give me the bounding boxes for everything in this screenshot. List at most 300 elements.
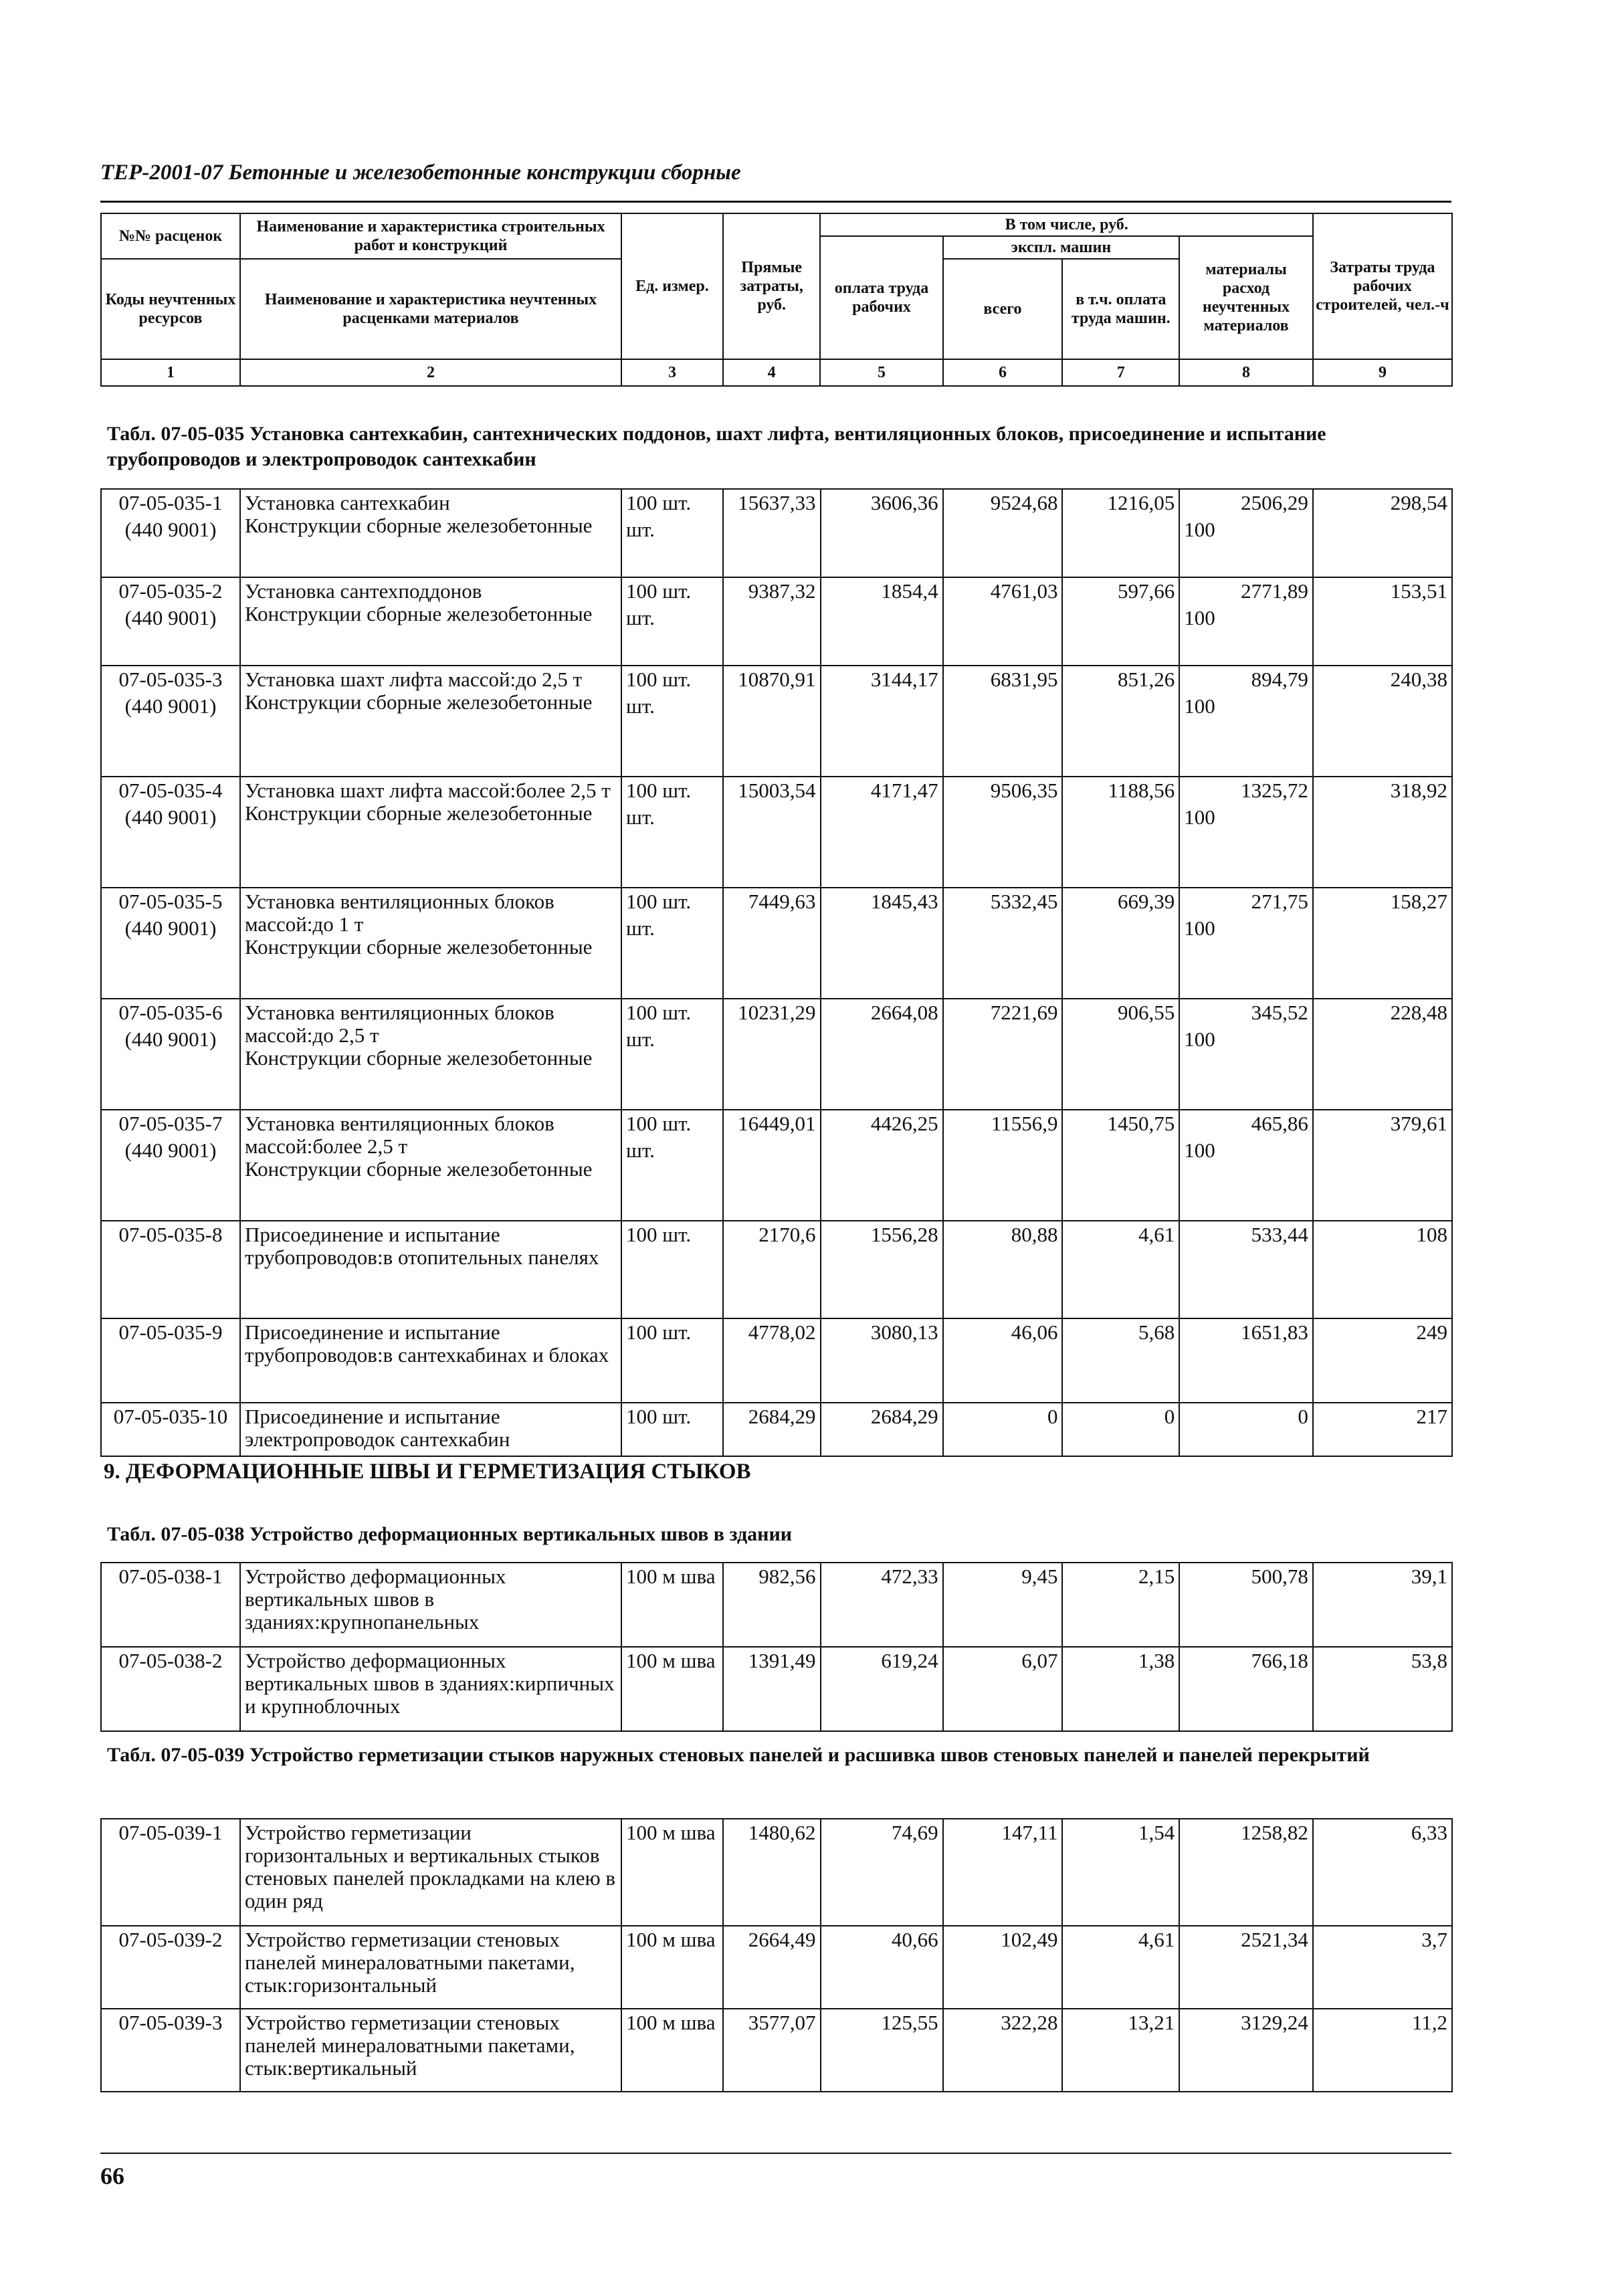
work-name-cell <box>240 1819 621 1926</box>
machpay-cell <box>1062 489 1179 577</box>
resource-amount: 100 <box>1184 1138 1215 1162</box>
labor-value: 6,33 <box>1411 1821 1447 1844</box>
mach-value: 322,28 <box>1001 2011 1058 2034</box>
resource-amount: 100 <box>1184 606 1215 629</box>
mat-cell <box>1179 777 1313 888</box>
labor-cell <box>1313 1647 1452 1731</box>
table-row <box>101 489 1452 577</box>
rate-code-cell <box>101 1318 240 1403</box>
unit-cell <box>621 1221 723 1318</box>
work-name-cell <box>240 888 621 999</box>
table-row <box>101 577 1452 666</box>
table-row <box>101 777 1452 888</box>
work-name-cell <box>240 2009 621 2092</box>
machpay-value: 1,54 <box>1138 1821 1175 1844</box>
machpay-cell <box>1062 1403 1179 1456</box>
pay-cell <box>821 777 943 888</box>
pay-cell <box>821 1563 943 1647</box>
pay-cell <box>821 2009 943 2092</box>
mat-cell <box>1179 888 1313 999</box>
mat-cell <box>1179 1221 1313 1318</box>
labor-value: 249 <box>1416 1320 1447 1344</box>
work-name: Присоединение и испытание трубопроводов:в отопительных панелях <box>245 1223 599 1269</box>
labor-value: 3,7 <box>1421 1928 1447 1951</box>
resource-unit: шт. <box>626 606 655 629</box>
header-group: В том числе, руб. <box>820 213 1312 236</box>
work-name-cell <box>240 1318 621 1403</box>
direct-cell <box>723 1819 821 1926</box>
col-num: 2 <box>240 359 621 386</box>
work-name-cell <box>240 777 621 888</box>
running-head: ТЕР-2001-07 Бетонные и железобетонные конструкции сборные <box>100 161 741 185</box>
rate-code-cell <box>101 489 240 577</box>
mat-value: 1258,82 <box>1241 1821 1308 1844</box>
unit-cell <box>621 999 723 1110</box>
pay-value: 619,24 <box>881 1649 938 1672</box>
resource-code: (440 9001) <box>124 916 217 940</box>
mat-value: 2771,89 <box>1241 579 1308 603</box>
resource-amount: 100 <box>1184 694 1215 718</box>
unit-cell <box>621 1563 723 1647</box>
direct-cell <box>723 666 821 777</box>
mat-cell <box>1179 1110 1313 1221</box>
resource-name: Конструкции сборные железобетонные <box>245 935 593 959</box>
labor-value: 228,48 <box>1390 1001 1447 1024</box>
unit-cell <box>621 1318 723 1403</box>
mach-value: 147,11 <box>1001 1821 1058 1844</box>
mat-value: 1325,72 <box>1241 779 1308 802</box>
unit-cell <box>621 1403 723 1456</box>
page-number: 66 <box>100 2163 124 2189</box>
mach-value: 102,49 <box>1001 1928 1058 1951</box>
pay-value: 1845,43 <box>870 890 938 913</box>
mach-cell <box>943 1647 1063 1731</box>
machpay-cell <box>1062 2009 1179 2092</box>
header-codes-bottom: Коды неучтенных ресурсов <box>101 259 240 359</box>
direct-cell <box>723 1110 821 1221</box>
labor-cell <box>1313 999 1452 1110</box>
machpay-cell <box>1062 1926 1179 2009</box>
table-row <box>101 999 1452 1110</box>
pay-cell <box>821 489 943 577</box>
section-heading: 9. ДЕФОРМАЦИОННЫЕ ШВЫ И ГЕРМЕТИЗАЦИЯ СТЫКОВ <box>104 1460 751 1484</box>
labor-value: 240,38 <box>1390 668 1447 691</box>
labor-value: 298,54 <box>1390 491 1447 514</box>
mat-value: 3129,24 <box>1241 2011 1308 2034</box>
mach-value: 11556,9 <box>991 1112 1058 1135</box>
resource-code: (440 9001) <box>124 1027 217 1051</box>
direct-cell <box>723 2009 821 2092</box>
mat-value: 2506,29 <box>1241 491 1308 514</box>
work-name-cell <box>240 1403 621 1456</box>
table-row <box>101 2009 1452 2092</box>
machpay-value: 13,21 <box>1128 2011 1175 2034</box>
mat-value: 894,79 <box>1251 668 1308 691</box>
direct-cell <box>723 577 821 666</box>
table-row <box>101 888 1452 999</box>
table3 <box>100 1818 1453 2092</box>
resource-name: Конструкции сборные железобетонные <box>245 514 593 537</box>
unit: 100 м шва <box>626 1928 716 1951</box>
pay-cell <box>821 1647 943 1731</box>
work-name: Устройство деформационных вертикальных швов в зданиях:крупнопанельных <box>245 1565 506 1633</box>
unit: 100 шт. <box>626 579 692 603</box>
mach-cell <box>943 666 1063 777</box>
header-name-bottom: Наименование и характеристика неучтенных расценками материалов <box>240 259 621 359</box>
labor-cell <box>1313 1110 1452 1221</box>
machpay-cell <box>1062 1221 1179 1318</box>
pay-value: 3080,13 <box>870 1320 938 1344</box>
labor-cell <box>1313 577 1452 666</box>
machpay-value: 5,68 <box>1138 1320 1175 1344</box>
mach-value: 9,45 <box>1021 1565 1058 1588</box>
unit: 100 м шва <box>626 1649 716 1672</box>
direct-cell <box>723 489 821 577</box>
header-direct: Прямые затраты, руб. <box>723 213 821 359</box>
unit-cell <box>621 777 723 888</box>
rate-code: 07-05-035-1 <box>118 491 223 514</box>
table1-title: Табл. 07-05-035 Установка сантехкабин, сантехнических поддонов, шахт лифта, вентиляционных блоков, присоединение и испытание трубопроводов и электропроводок сантехкабин <box>107 423 1326 470</box>
rate-code: 07-05-039-2 <box>118 1928 223 1951</box>
unit: 100 м шва <box>626 1565 716 1588</box>
work-name-cell <box>240 489 621 577</box>
direct-value: 16449,01 <box>738 1112 816 1135</box>
machpay-value: 0 <box>1164 1405 1175 1428</box>
mach-cell <box>943 1819 1063 1926</box>
table-row <box>101 1819 1452 1926</box>
column-header-table <box>100 213 1453 387</box>
rate-code: 07-05-039-3 <box>118 2011 223 2034</box>
direct-cell <box>723 1926 821 2009</box>
unit: 100 шт. <box>626 491 692 514</box>
mach-cell <box>943 489 1063 577</box>
labor-cell <box>1313 1563 1452 1647</box>
rate-code: 07-05-039-1 <box>118 1821 223 1844</box>
machpay-cell <box>1062 1563 1179 1647</box>
direct-value: 7449,63 <box>748 890 816 913</box>
resource-name: Конструкции сборные железобетонные <box>245 690 593 714</box>
mach-cell <box>943 577 1063 666</box>
direct-cell <box>723 777 821 888</box>
unit: 100 м шва <box>626 2011 716 2034</box>
resource-name: Конструкции сборные железобетонные <box>245 801 593 825</box>
mach-value: 4761,03 <box>990 579 1058 603</box>
mat-cell <box>1179 577 1313 666</box>
machpay-value: 1216,05 <box>1107 491 1175 514</box>
resource-unit: шт. <box>626 805 655 829</box>
unit-cell <box>621 888 723 999</box>
mach-cell <box>943 1318 1063 1403</box>
mach-cell <box>943 2009 1063 2092</box>
table2-title: Табл. 07-05-038 Устройство деформационных вертикальных швов в здании <box>107 1523 793 1545</box>
header-name-top: Наименование и характеристика строительных работ и конструкций <box>240 213 621 259</box>
header-ekspl: экспл. машин <box>943 236 1180 259</box>
mach-value: 6831,95 <box>990 668 1058 691</box>
labor-cell <box>1313 777 1452 888</box>
pay-cell <box>821 577 943 666</box>
resource-code: (440 9001) <box>124 694 217 718</box>
pay-cell <box>821 1819 943 1926</box>
work-name: Установка вентиляционных блоков массой:до 1 т <box>245 890 554 936</box>
machpay-cell <box>1062 888 1179 999</box>
mach-cell <box>943 999 1063 1110</box>
table-row <box>101 1926 1452 2009</box>
table-row <box>101 666 1452 777</box>
unit-cell <box>621 2009 723 2092</box>
header-rule <box>100 201 1451 203</box>
work-name: Установка шахт лифта массой:более 2,5 т <box>245 779 611 802</box>
pay-value: 4426,25 <box>870 1112 938 1135</box>
table1 <box>100 488 1453 1457</box>
labor-cell <box>1313 1221 1452 1318</box>
labor-value: 217 <box>1416 1405 1447 1428</box>
mat-cell <box>1179 1563 1313 1647</box>
rate-code-cell <box>101 1926 240 2009</box>
mat-cell <box>1179 999 1313 1110</box>
col-num: 4 <box>723 359 821 386</box>
table-row <box>101 1221 1452 1318</box>
machpay-value: 4,61 <box>1138 1928 1175 1951</box>
mat-value: 533,44 <box>1251 1223 1308 1246</box>
rate-code-cell <box>101 777 240 888</box>
unit: 100 м шва <box>626 1821 716 1844</box>
rate-code: 07-05-035-2 <box>118 579 223 603</box>
footer-rule <box>100 2153 1451 2154</box>
mach-value: 5332,45 <box>990 890 1058 913</box>
pay-cell <box>821 1926 943 2009</box>
pay-value: 3606,36 <box>870 491 938 514</box>
resource-code: (440 9001) <box>124 805 217 829</box>
rate-code: 07-05-035-8 <box>118 1223 223 1246</box>
pay-value: 125,55 <box>881 2011 938 2034</box>
resource-name: Конструкции сборные железобетонные <box>245 1046 593 1070</box>
col-num: 7 <box>1062 359 1179 386</box>
resource-amount: 100 <box>1184 1027 1215 1051</box>
rate-code-cell <box>101 1563 240 1647</box>
header-mach-total: всего <box>943 259 1063 359</box>
pay-cell <box>821 999 943 1110</box>
mat-cell <box>1179 1403 1313 1456</box>
work-name: Устройство герметизации стеновых панелей минераловатными пакетами, стык:вертикальный <box>245 2011 575 2080</box>
header-number-row <box>101 359 1452 386</box>
direct-cell <box>723 1318 821 1403</box>
work-name: Установка шахт лифта массой:до 2,5 т <box>245 668 583 691</box>
mach-cell <box>943 1221 1063 1318</box>
pay-cell <box>821 666 943 777</box>
table-row <box>101 1563 1452 1647</box>
resource-code: (440 9001) <box>124 1138 217 1162</box>
pay-value: 40,66 <box>891 1928 938 1951</box>
direct-value: 982,56 <box>758 1565 816 1588</box>
pay-value: 472,33 <box>881 1565 938 1588</box>
pay-cell <box>821 888 943 999</box>
mat-value: 0 <box>1298 1405 1308 1428</box>
direct-value: 2684,29 <box>748 1405 816 1428</box>
unit-cell <box>621 1647 723 1731</box>
resource-code: (440 9001) <box>124 606 217 629</box>
mach-cell <box>943 1110 1063 1221</box>
machpay-value: 1,38 <box>1138 1649 1175 1672</box>
direct-value: 1480,62 <box>748 1821 816 1844</box>
work-name-cell <box>240 666 621 777</box>
direct-value: 9387,32 <box>748 579 816 603</box>
table-row <box>101 1318 1452 1403</box>
mach-value: 6,07 <box>1021 1649 1058 1672</box>
machpay-cell <box>1062 666 1179 777</box>
mat-value: 2521,34 <box>1241 1928 1308 1951</box>
unit-cell <box>621 1110 723 1221</box>
col-num: 6 <box>943 359 1063 386</box>
pay-value: 1854,4 <box>881 579 938 603</box>
machpay-cell <box>1062 1819 1179 1926</box>
labor-cell <box>1313 1403 1452 1456</box>
mach-cell <box>943 1563 1063 1647</box>
mach-value: 9506,35 <box>990 779 1058 802</box>
header-mach-pay: в т.ч. оплата труда машин. <box>1062 259 1179 359</box>
mat-cell <box>1179 1647 1313 1731</box>
mat-cell <box>1179 1926 1313 2009</box>
direct-value: 1391,49 <box>748 1649 816 1672</box>
labor-cell <box>1313 1318 1452 1403</box>
pay-value: 74,69 <box>891 1821 938 1844</box>
labor-value: 379,61 <box>1390 1112 1447 1135</box>
mach-value: 80,88 <box>1011 1223 1058 1246</box>
work-name: Установка вентиляционных блоков массой:до 2,5 т <box>245 1001 554 1047</box>
machpay-cell <box>1062 1318 1179 1403</box>
labor-cell <box>1313 1926 1452 2009</box>
labor-cell <box>1313 1819 1452 1926</box>
pay-value: 2684,29 <box>870 1405 938 1428</box>
machpay-value: 1450,75 <box>1107 1112 1175 1135</box>
direct-value: 10231,29 <box>738 1001 816 1024</box>
resource-unit: шт. <box>626 694 655 718</box>
direct-value: 15637,33 <box>738 491 816 514</box>
rate-code: 07-05-035-6 <box>118 1001 223 1024</box>
pay-cell <box>821 1403 943 1456</box>
labor-value: 53,8 <box>1411 1649 1447 1672</box>
machpay-value: 4,61 <box>1138 1223 1175 1246</box>
machpay-value: 2,15 <box>1138 1565 1175 1588</box>
table-row <box>101 1110 1452 1221</box>
machpay-cell <box>1062 1647 1179 1731</box>
labor-value: 153,51 <box>1390 579 1447 603</box>
header-labor: Затраты труда рабочих строителей, чел.-ч <box>1313 213 1452 359</box>
col-num: 5 <box>820 359 942 386</box>
labor-cell <box>1313 489 1452 577</box>
machpay-cell <box>1062 999 1179 1110</box>
header-unit: Ед. измер. <box>621 213 723 359</box>
labor-value: 108 <box>1416 1223 1447 1246</box>
rate-code-cell <box>101 666 240 777</box>
work-name: Установка сантехподдонов <box>245 579 482 603</box>
mat-cell <box>1179 2009 1313 2092</box>
pay-value: 2664,08 <box>870 1001 938 1024</box>
rate-code-cell <box>101 1221 240 1318</box>
rate-code-cell <box>101 888 240 999</box>
labor-value: 318,92 <box>1390 779 1447 802</box>
work-name: Установка сантехкабин <box>245 491 450 514</box>
unit: 100 шт. <box>626 1223 692 1246</box>
resource-unit: шт. <box>626 916 655 940</box>
rate-code-cell <box>101 999 240 1110</box>
direct-cell <box>723 1563 821 1647</box>
resource-amount: 100 <box>1184 916 1215 940</box>
direct-cell <box>723 888 821 999</box>
unit-cell <box>621 1819 723 1926</box>
machpay-value: 597,66 <box>1117 579 1175 603</box>
unit: 100 шт. <box>626 1112 692 1135</box>
work-name-cell <box>240 1926 621 2009</box>
resource-amount: 100 <box>1184 805 1215 829</box>
mat-cell <box>1179 666 1313 777</box>
machpay-value: 1188,56 <box>1108 779 1175 802</box>
header-materials: материалы расход неучтенных материалов <box>1179 236 1313 359</box>
direct-value: 15003,54 <box>738 779 816 802</box>
direct-cell <box>723 1647 821 1731</box>
work-name: Присоединение и испытание электропроводок сантехкабин <box>245 1405 510 1451</box>
pay-value: 4171,47 <box>870 779 938 802</box>
rate-code: 07-05-038-1 <box>118 1565 223 1588</box>
direct-value: 2170,6 <box>758 1223 816 1246</box>
work-name: Присоединение и испытание трубопроводов:в сантехкабинах и блоках <box>245 1320 609 1367</box>
unit: 100 шт. <box>626 1320 692 1344</box>
col-num: 9 <box>1313 359 1452 386</box>
unit: 100 шт. <box>626 668 692 691</box>
mat-value: 345,52 <box>1251 1001 1308 1024</box>
machpay-cell <box>1062 577 1179 666</box>
mach-value: 7221,69 <box>990 1001 1058 1024</box>
direct-value: 4778,02 <box>748 1320 816 1344</box>
work-name-cell <box>240 1647 621 1731</box>
mat-value: 465,86 <box>1251 1112 1308 1135</box>
resource-unit: шт. <box>626 518 655 541</box>
rate-code: 07-05-035-5 <box>118 890 223 913</box>
rate-code: 07-05-035-3 <box>118 668 223 691</box>
rate-code: 07-05-035-9 <box>118 1320 223 1344</box>
rate-code: 07-05-038-2 <box>118 1649 223 1672</box>
rate-code: 07-05-035-7 <box>118 1112 223 1135</box>
pay-value: 1556,28 <box>870 1223 938 1246</box>
mach-value: 9524,68 <box>990 491 1058 514</box>
work-name-cell <box>240 1221 621 1318</box>
work-name: Устройство герметизации горизонтальных и вертикальных стыков стеновых панелей прокладками на клею в один ряд <box>245 1821 616 1912</box>
direct-value: 3577,07 <box>748 2011 816 2034</box>
direct-cell <box>723 999 821 1110</box>
rate-code-cell <box>101 577 240 666</box>
mat-cell <box>1179 1318 1313 1403</box>
direct-cell <box>723 1221 821 1318</box>
unit-cell <box>621 1926 723 2009</box>
table3-title: Табл. 07-05-039 Устройство герметизации стыков наружных стеновых панелей и расшивка швов стеновых панелей и панелей перекрытий <box>107 1744 1370 1766</box>
resource-code: (440 9001) <box>124 518 217 541</box>
mach-value: 46,06 <box>1011 1320 1058 1344</box>
machpay-cell <box>1062 777 1179 888</box>
labor-value: 11,2 <box>1411 2011 1447 2034</box>
direct-value: 10870,91 <box>738 668 816 691</box>
unit: 100 шт. <box>626 1405 692 1428</box>
work-name: Устройство деформационных вертикальных швов в зданиях:кирпичных и крупноблочных <box>245 1649 615 1718</box>
col-num: 1 <box>101 359 240 386</box>
rate-code-cell <box>101 1647 240 1731</box>
rate-code-cell <box>101 1110 240 1221</box>
table-row <box>101 1403 1452 1456</box>
unit: 100 шт. <box>626 779 692 802</box>
unit: 100 шт. <box>626 890 692 913</box>
work-name: Устройство герметизации стеновых панелей минераловатными пакетами, стык:горизонтальный <box>245 1928 575 1997</box>
work-name: Установка вентиляционных блоков массой:более 2,5 т <box>245 1112 554 1158</box>
rate-code: 07-05-035-10 <box>113 1405 228 1428</box>
col-num: 8 <box>1179 359 1313 386</box>
